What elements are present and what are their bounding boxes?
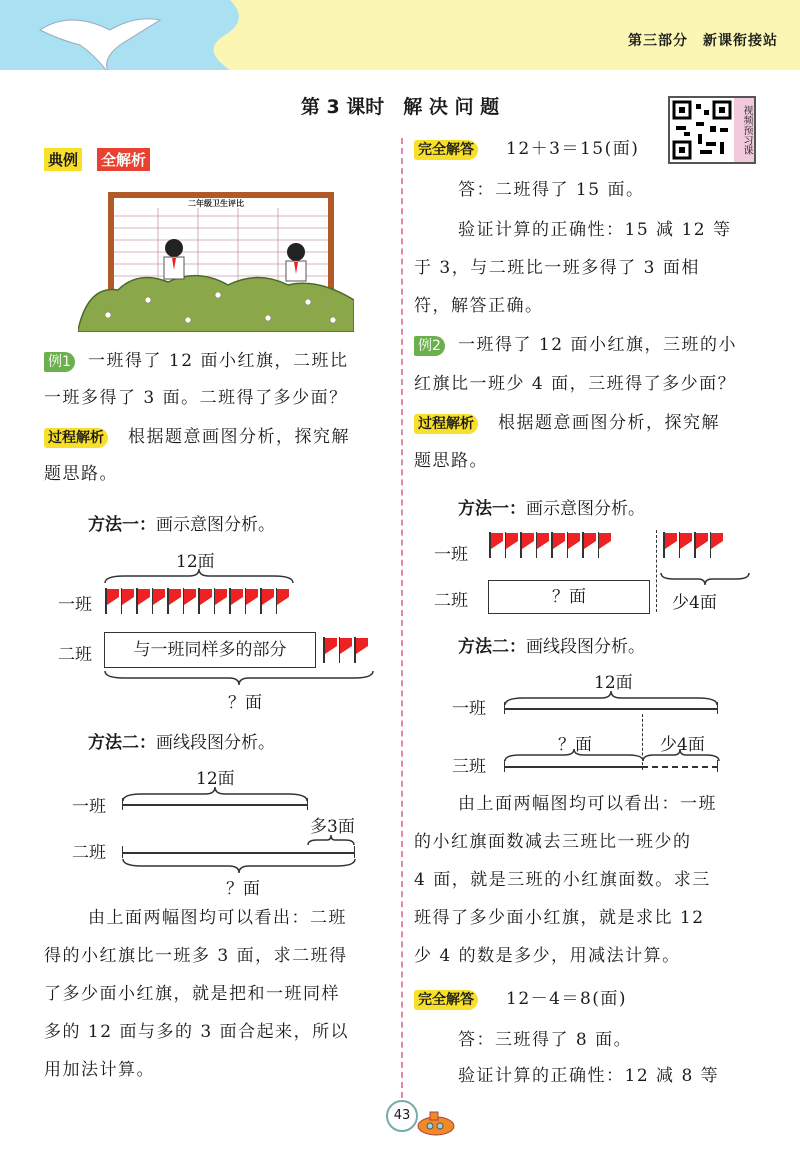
red-flag-icon (678, 532, 694, 558)
method1-right-title: 方法一： (458, 499, 526, 519)
m1-right-flags-main (488, 532, 612, 558)
left-conclusion-line: 得的小红旗比一班多 3 面，求二班得 (44, 946, 348, 966)
red-flag-icon (120, 588, 136, 614)
column-divider (401, 138, 403, 1098)
m2-left-bottom-brace (122, 858, 356, 874)
answer2-text: 答：三班得了 8 面。 (458, 1030, 633, 1050)
m1-left-flags-extra (322, 637, 369, 663)
m1-right-box: ？面 (488, 580, 650, 614)
red-flag-icon (338, 637, 354, 663)
process-line1-right: 根据题意画图分析，探究解 (498, 413, 720, 433)
submarine-icon (414, 1108, 456, 1138)
m2-left-tick (122, 798, 123, 810)
red-flag-icon (166, 588, 182, 614)
example1-tag: 例1 (44, 352, 75, 372)
process-line1-left: 根据题意画图分析，探究解 (128, 427, 350, 447)
red-flag-icon (550, 532, 566, 558)
answer1-text: 答：二班得了 15 面。 (458, 180, 645, 200)
method2-right-title: 方法二： (458, 637, 526, 657)
m1-right-separator (656, 530, 657, 612)
board-title: 二年级卫生评比 (188, 199, 244, 208)
m2-right-top-brace (504, 690, 718, 706)
answer-tag-2: 完全解答 (414, 990, 478, 1010)
red-flag-icon (566, 532, 582, 558)
m1-right-row1: 一班 (434, 545, 468, 565)
method1-left-desc: 画示意图分析。 (156, 515, 275, 535)
m1-right-less-label: 少4面 (672, 593, 717, 613)
m1-left-top-label: 12面 (176, 552, 215, 572)
m2-right-q-label: ？面 (558, 735, 592, 755)
m1-right-row2: 二班 (434, 591, 468, 611)
m2-left-top-label: 12面 (196, 769, 235, 789)
red-flag-icon (504, 532, 520, 558)
method1-right (458, 494, 645, 519)
m1-left-row2: 二班 (58, 645, 92, 665)
m2-right-dashed-less (642, 766, 718, 768)
m2-left-top-brace (122, 786, 308, 802)
red-flag-icon (244, 588, 260, 614)
example2-tag: 例2 (414, 336, 445, 356)
answer-tag-1: 完全解答 (414, 140, 478, 160)
red-flag-icon (488, 532, 504, 558)
process-tag-left: 过程解析 (44, 428, 108, 448)
m2-right-row2: 三班 (452, 757, 486, 777)
red-flag-icon (353, 637, 369, 663)
m1-left-top-brace (104, 568, 294, 584)
m2-left-line-class2 (122, 852, 355, 854)
example1-line2: 一班多得了 3 面。二班得了多少面？ (44, 388, 348, 408)
red-flag-icon (709, 532, 725, 558)
method2-right (458, 632, 645, 657)
process-line2-left: 题思路。 (44, 464, 118, 484)
example1-line1: 一班得了 12 面小红旗，二班比 (88, 351, 349, 371)
m1-left-bottom-brace (104, 670, 374, 686)
m2-left-bottom-label: ？面 (226, 879, 260, 899)
m2-right-row1: 一班 (452, 699, 486, 719)
method2-left-title: 方法二： (88, 733, 156, 753)
red-flag-icon (213, 588, 229, 614)
m2-left-row1: 一班 (72, 797, 106, 817)
process-line2-right: 题思路。 (414, 451, 488, 471)
red-flag-icon (135, 588, 151, 614)
red-flag-icon (662, 532, 678, 558)
verify1-line: 符，解答正确。 (414, 296, 544, 316)
process-tag-right: 过程解析 (414, 414, 478, 434)
section-title-part1: 典例 (44, 148, 82, 171)
m2-left-extra-label: 多3面 (310, 817, 355, 837)
red-flag-icon (182, 588, 198, 614)
m1-left-same-box: 与一班同样多的部分 (104, 632, 316, 668)
method1-right-desc: 画示意图分析。 (526, 499, 645, 519)
m2-left-extra-brace (307, 834, 355, 846)
example2-line1: 一班得了 12 面小红旗，三班的小 (458, 335, 737, 355)
m2-right-line-class1 (504, 708, 718, 710)
method2-left (88, 728, 275, 753)
m2-right-tick (504, 760, 505, 772)
m2-right-less-label: 少4面 (660, 735, 705, 755)
illustration (78, 190, 354, 332)
red-flag-icon (151, 588, 167, 614)
method2-left-desc: 画线段图分析。 (156, 733, 275, 753)
qr-label: 视频预习课 (734, 96, 756, 164)
section-title-part2: 全解析 (97, 148, 150, 171)
right-conclusion-line: 由上面两幅图均可以看出：一班 (458, 794, 717, 814)
right-conclusion-line: 4 面，就是三班的小红旗面数。求三 (414, 870, 711, 890)
left-conclusion-line: 由上面两幅图均可以看出：二班 (88, 908, 347, 928)
method1-left (88, 510, 275, 535)
verify2-line: 验证计算的正确性：12 减 8 等 (458, 1066, 720, 1086)
red-flag-icon (259, 588, 275, 614)
right-conclusion-line: 的小红旗面数减去三班比一班少的 (414, 832, 692, 852)
red-flag-icon (581, 532, 597, 558)
example2-line2: 红旗比一班少 4 面，三班得了多少面？ (414, 374, 737, 394)
m2-right-tick (717, 702, 718, 714)
m2-right-tick (717, 760, 718, 772)
lesson-title: 第 3 课时 解 决 问 题 (300, 96, 500, 118)
m2-right-less-brace (642, 748, 720, 762)
m1-left-bottom-label: ？面 (228, 693, 262, 713)
m1-right-flags-less (662, 532, 724, 558)
answer1-equation: 12＋3＝15(面) (506, 139, 640, 159)
m1-left-row1: 一班 (58, 595, 92, 615)
method2-right-desc: 画线段图分析。 (526, 637, 645, 657)
m2-right-line-class3 (504, 766, 642, 768)
m2-left-line-class1 (122, 804, 308, 806)
right-conclusion-line: 少 4 的数是多少，用减法计算。 (414, 946, 681, 966)
red-flag-icon (322, 637, 338, 663)
answer2-equation: 12－4＝8(面) (506, 989, 628, 1009)
red-flag-icon (519, 532, 535, 558)
m2-left-tick (354, 846, 355, 858)
m2-right-top-label: 12面 (594, 673, 633, 693)
verify1-line: 于 3，与二班比一班多得了 3 面相 (414, 258, 700, 278)
m2-left-row2: 二班 (72, 843, 106, 863)
left-conclusion-line: 多的 12 面与多的 3 面合起来，所以 (44, 1022, 350, 1042)
m2-right-tick (504, 702, 505, 714)
m2-left-tick (307, 798, 308, 810)
right-conclusion-line: 班得了多少面小红旗，就是求比 12 (414, 908, 705, 928)
header-decoration (0, 0, 260, 70)
red-flag-icon (597, 532, 613, 558)
m2-right-q-brace (504, 748, 644, 762)
page-number: 43 (386, 1100, 418, 1132)
red-flag-icon (275, 588, 291, 614)
red-flag-icon (228, 588, 244, 614)
m1-left-flags-class1 (104, 588, 290, 614)
red-flag-icon (693, 532, 709, 558)
red-flag-icon (104, 588, 120, 614)
left-conclusion-line: 用加法计算。 (44, 1060, 155, 1080)
qr-code[interactable] (668, 96, 736, 164)
verify1-line: 验证计算的正确性：15 减 12 等 (458, 220, 732, 240)
method1-left-title: 方法一： (88, 515, 156, 535)
red-flag-icon (197, 588, 213, 614)
m1-right-less-brace (660, 572, 750, 586)
m2-left-tick (122, 846, 123, 858)
red-flag-icon (535, 532, 551, 558)
header-tag: 第三部分 新课衔接站 (628, 33, 778, 49)
left-conclusion-line: 了多少面小红旗，就是把和一班同样 (44, 984, 340, 1004)
